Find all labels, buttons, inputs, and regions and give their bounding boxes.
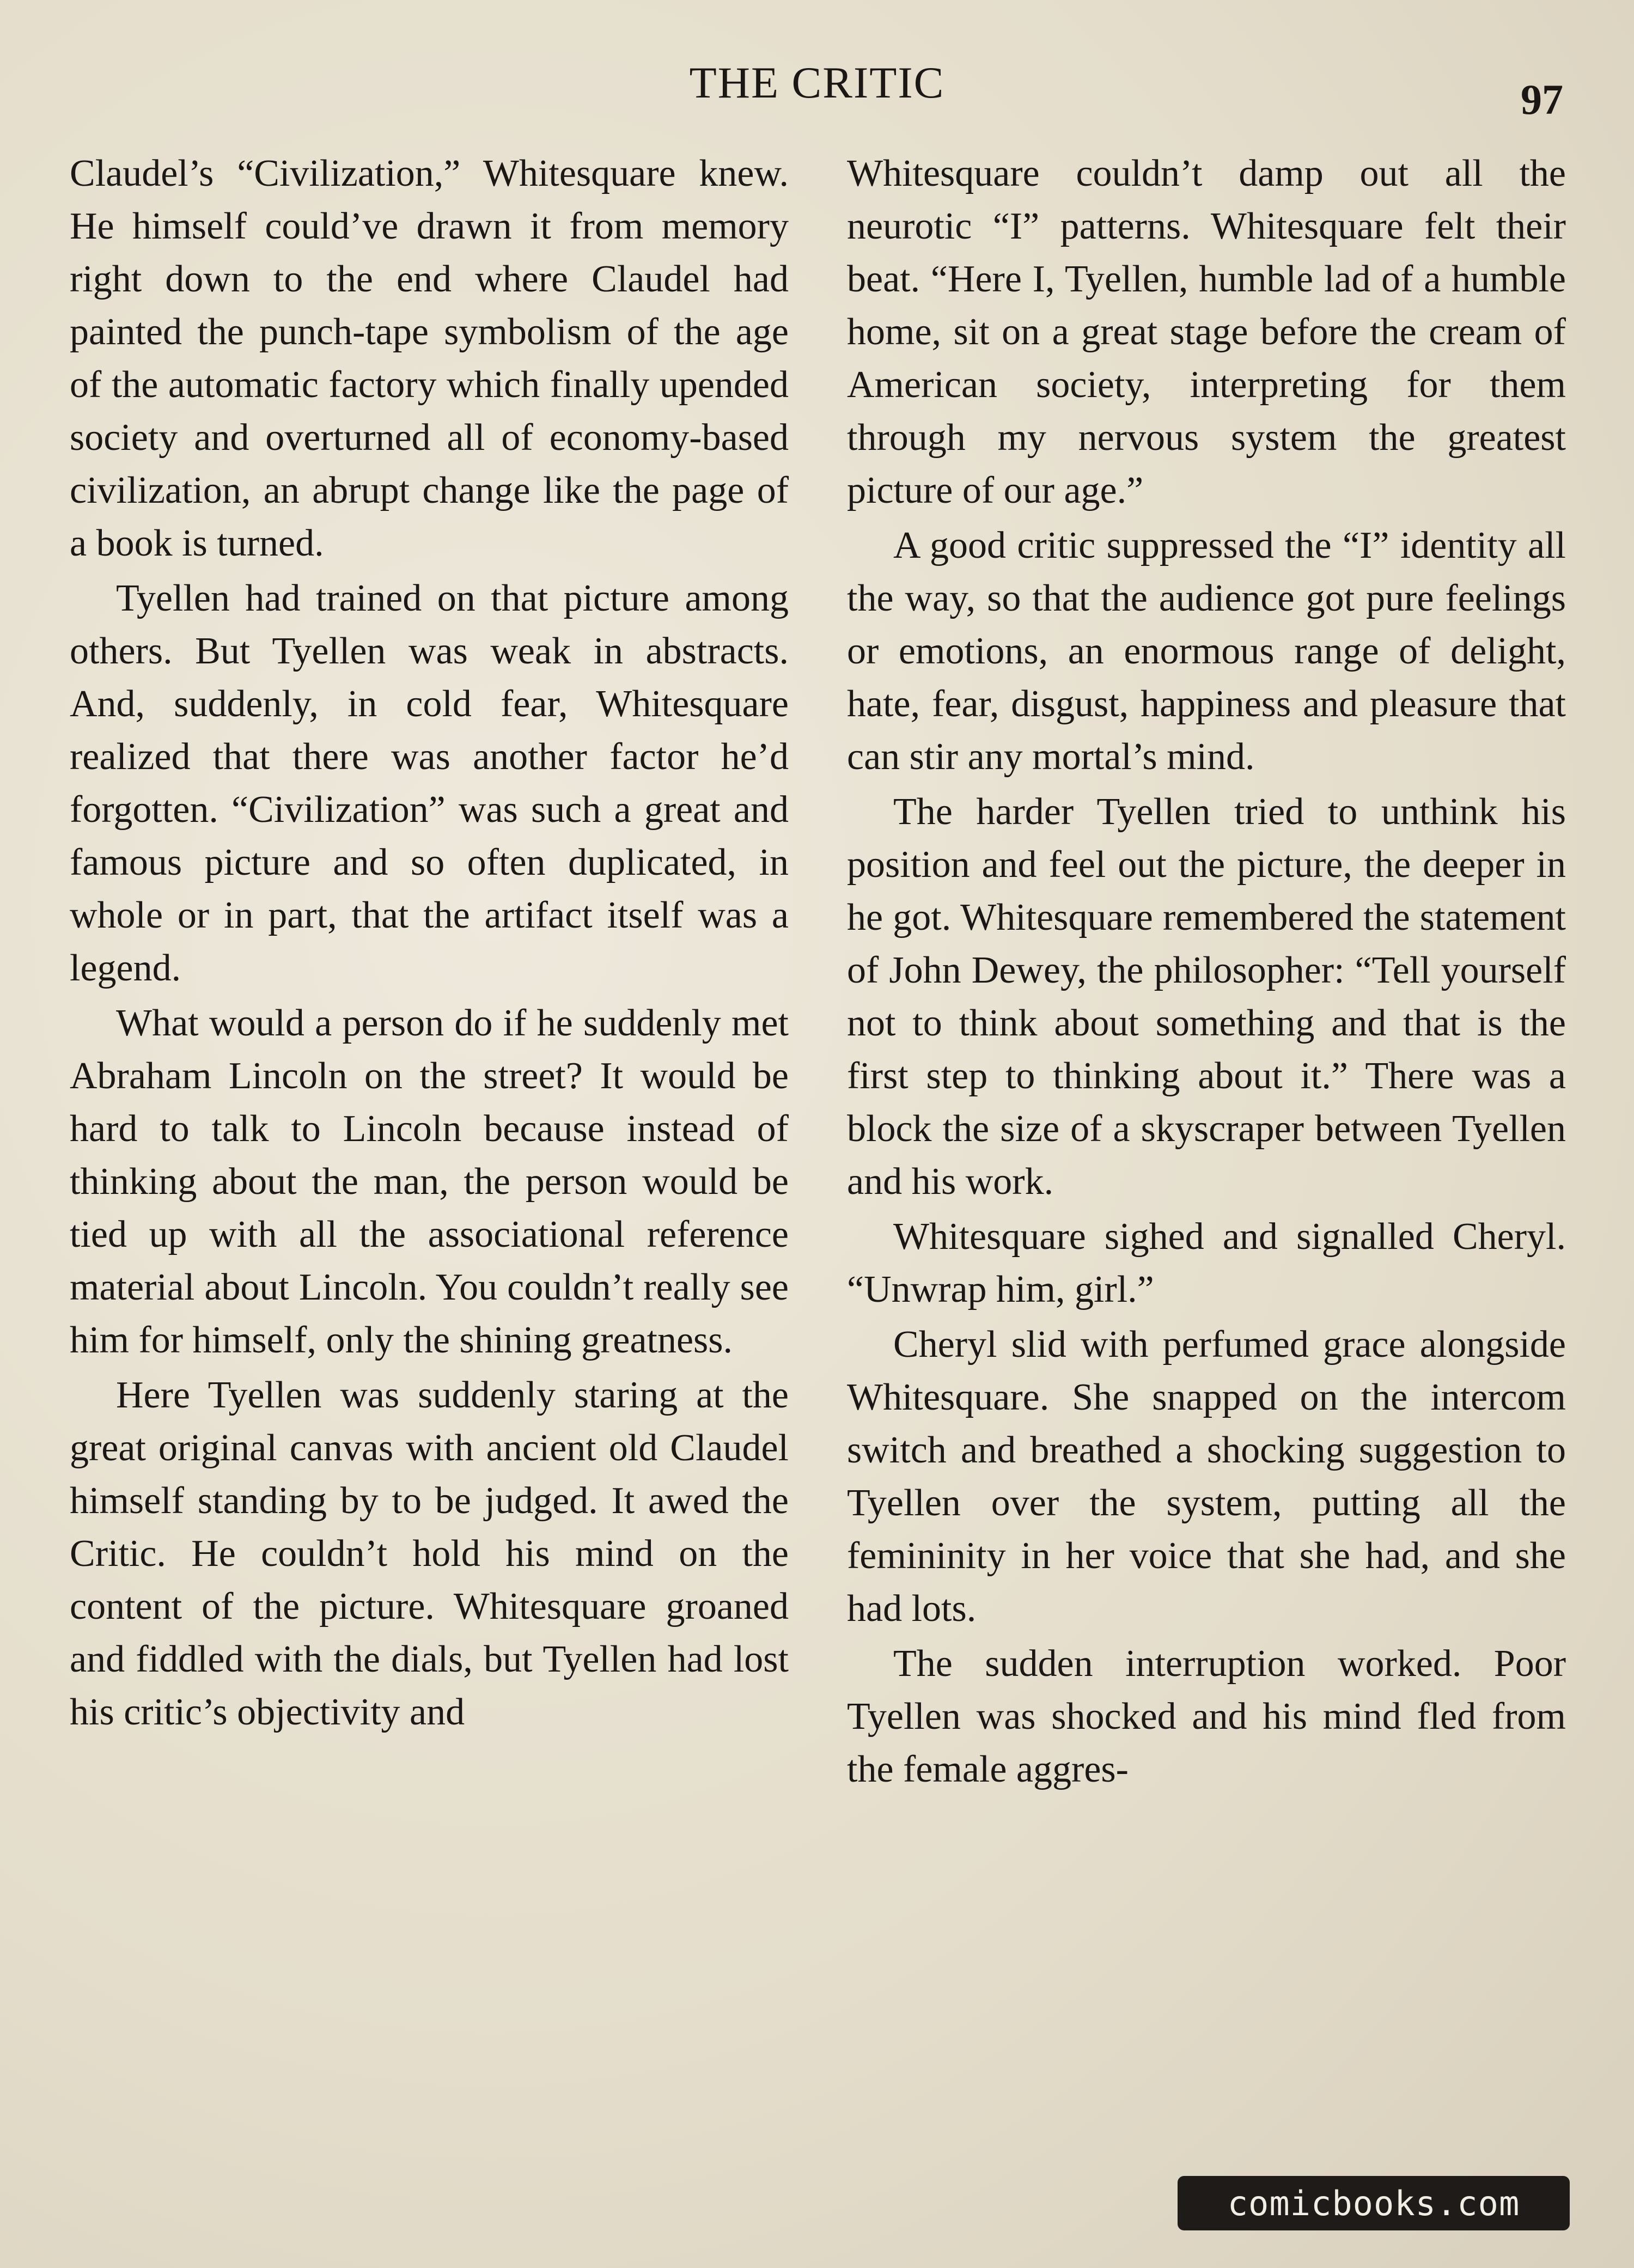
paragraph: Tyellen had trained on that picture among others. But Tyellen was weak in abstracts. And, suddenly, in cold fear, Whitesquare realized that there was another factor he’d forgotten. “Civilization” was such a great and famous picture and so often duplicated, in whole or in part, that the artifact itself was a legend. [70,577,789,989]
running-title: THE CRITIC [689,58,945,107]
paragraph: The harder Tyellen tried to unthink his position and feel out the picture, the deeper in he got. Whitesquare remembered the statement of John Dewey, the philosopher: “Tell yourself not to think about something and that is the first step to thinking about it.” There was a block the size of a skyscraper between Tyellen and his work. [847,791,1566,1203]
page-number: 97 [1521,76,1563,123]
paragraph: Claudel’s “Civilization,” Whitesquare knew. He himself could’ve drawn it from memory right down to the end where Claudel had painted the punch-tape symbolism of the age of the automatic factory which finally upended society and overturned all of economy-based civilization, an abrupt change like the page of a book is turned. [70,153,789,564]
paragraph: Whitesquare couldn’t damp out all the neurotic “I” patterns. Whitesquare felt their beat. “Here I, Tyellen, humble lad of a humble home, sit on a great stage before the cream of American society, interpreting for them through my nervous system the greatest picture of our age.” [847,153,1566,511]
paragraph: What would a person do if he suddenly met Abraham Lincoln on the street? It would be hard to talk to Lincoln because instead of thinking about the man, the person would be tied up with all the associational reference material about Lincoln. You couldn’t really see him for himself, only the shining greatness. [70,1002,789,1361]
paragraph: Whitesquare sighed and signalled Cheryl. “Unwrap him, girl.” [847,1216,1566,1310]
paragraph: A good critic suppressed the “I” identity all the way, so that the audience got pure feelings or emotions, an enormous range of delight, hate, fear, disgust, happiness and pleasure that can stir any mortal’s mind. [847,525,1566,778]
watermark-logo: comicbooks.com [1178,2176,1570,2230]
paragraph: Here Tyellen was suddenly staring at the great original canvas with ancient old Claudel himself standing by to be judged. It awed the Critic. He couldn’t hold his mind on the content of the picture. Whitesquare groaned and fiddled with the dials, but Tyellen had lost his critic’s objectivity and [70,1374,789,1733]
right-column [847,147,1566,1798]
paragraph: The sudden interruption worked. Poor Tyellen was shocked and his mind fled from the female aggres- [847,1643,1566,1790]
left-column [70,147,789,1741]
paragraph: Cheryl slid with perfumed grace alongside Whitesquare. She snapped on the intercom switch and breathed a shocking suggestion to Tyellen over the system, putting all the femininity in her voice that she had, and she had lots. [847,1324,1566,1630]
